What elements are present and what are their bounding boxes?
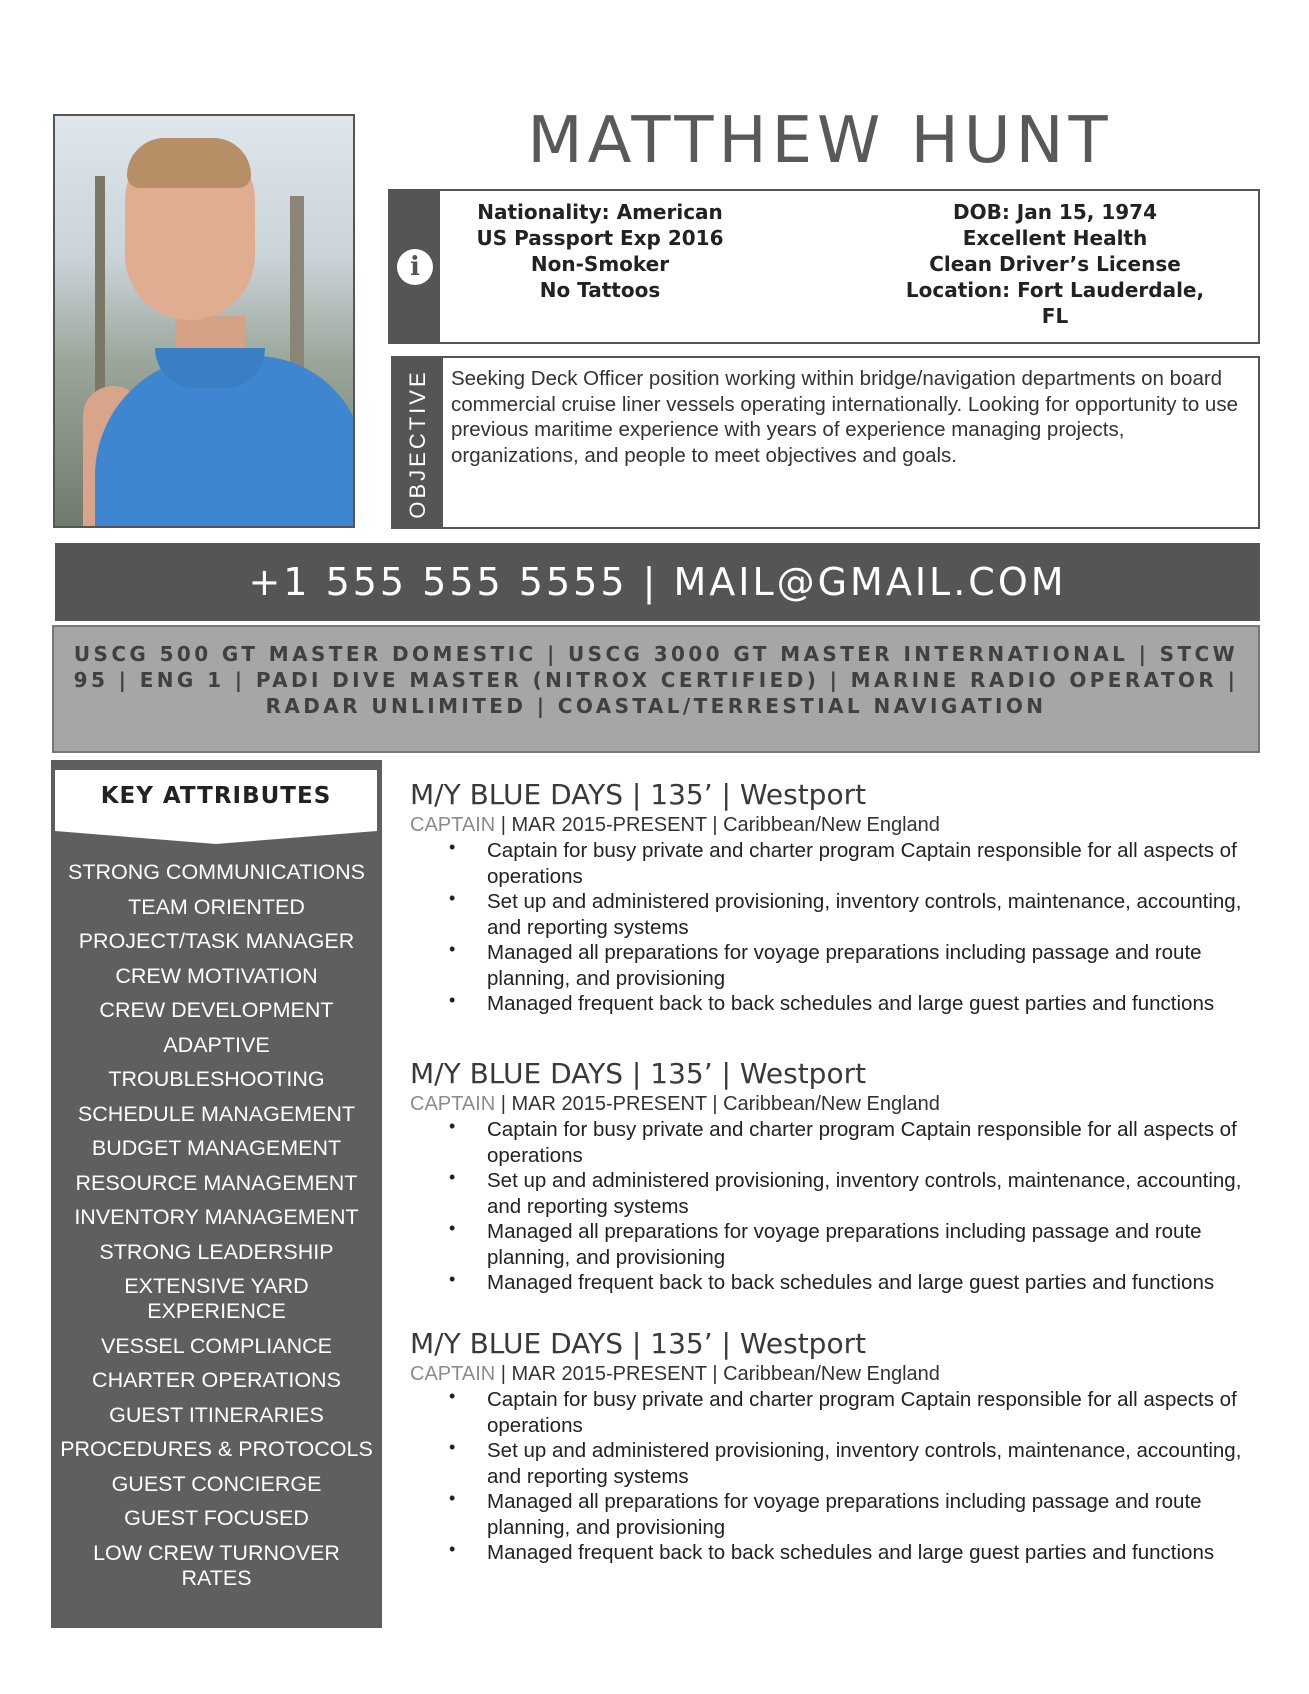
experience-bullet: • Managed frequent back to back schedules and large guest parties and functions bbox=[410, 991, 1252, 1017]
info-location: Location: Fort Lauderdale, FL bbox=[905, 278, 1205, 328]
key-attributes-sidebar bbox=[51, 760, 382, 1628]
experience-entry bbox=[410, 1327, 1270, 1566]
experience-role: CAPTAIN bbox=[410, 814, 496, 836]
attribute-item: TROUBLESHOOTING bbox=[108, 1067, 325, 1091]
info-sidebar bbox=[390, 191, 440, 342]
info-smoker: Non-Smoker bbox=[530, 252, 670, 276]
attribute-item: BUDGET MANAGEMENT bbox=[91, 1136, 342, 1160]
info-column-right bbox=[890, 199, 1220, 329]
key-attributes-title: KEY ATTRIBUTES bbox=[55, 770, 377, 828]
attribute-item: GUEST CONCIERGE bbox=[111, 1471, 322, 1496]
objective-box bbox=[391, 356, 1260, 529]
experience-details: | MAR 2015-PRESENT | Caribbean/New England bbox=[495, 814, 940, 836]
attribute-item: GUEST ITINERARIES bbox=[109, 1402, 324, 1427]
experience-bullet: • Set up and administered provisioning, inventory controls, maintenance, accounting, and reporting systems bbox=[410, 889, 1252, 940]
info-license: Clean Driver’s License bbox=[929, 252, 1181, 276]
experience-title: M/Y BLUE DAYS | 135’ | Westport bbox=[410, 1327, 867, 1360]
chevron-down-icon bbox=[55, 827, 377, 845]
attribute-item: LOW CREW TURNOVER RATES bbox=[93, 1540, 340, 1590]
experience-bullet: • Managed all preparations for voyage preparations including passage and route planning, and provisioning bbox=[410, 940, 1252, 991]
experience-role: CAPTAIN bbox=[410, 1363, 496, 1385]
info-dob: DOB: Jan 15, 1974 bbox=[952, 200, 1157, 224]
attribute-item: TEAM ORIENTED bbox=[128, 894, 305, 919]
attribute-item: EXTENSIVE YARD EXPERIENCE bbox=[124, 1274, 309, 1323]
experience-bullets bbox=[410, 1117, 1270, 1296]
experience-bullet: • Set up and administered provisioning, inventory controls, maintenance, accounting, and reporting systems bbox=[410, 1168, 1252, 1219]
info-health: Excellent Health bbox=[962, 226, 1148, 250]
certifications-box: USCG 500 GT MASTER DOMESTIC | USCG 3000 GT MASTER INTERNATIONAL | STCW 95 | ENG 1 | PADI DIVE MASTER (NITROX CERTIFIED) | MARINE RADIO OPERATOR | RADAR UNLIMITED | COASTAL/TERRESTIAL NAVIGATION bbox=[52, 625, 1260, 753]
experience-subtitle bbox=[410, 812, 1270, 838]
attribute-item: CHARTER OPERATIONS bbox=[92, 1368, 341, 1392]
experience-details: | MAR 2015-PRESENT | Caribbean/New England bbox=[495, 1093, 940, 1115]
experience-subtitle bbox=[410, 1361, 1270, 1387]
experience-entry bbox=[410, 778, 1270, 1017]
attribute-item: GUEST FOCUSED bbox=[124, 1506, 309, 1530]
experience-bullet: • Managed all preparations for voyage preparations including passage and route planning, and provisioning bbox=[410, 1219, 1252, 1270]
experience-bullets bbox=[410, 1387, 1270, 1566]
experience-bullet: • Managed frequent back to back schedules and large guest parties and functions bbox=[410, 1540, 1252, 1566]
experience-bullet: • Set up and administered provisioning, inventory controls, maintenance, accounting, and reporting systems bbox=[410, 1438, 1252, 1489]
experience-subtitle bbox=[410, 1091, 1270, 1117]
attribute-item: STRONG LEADERSHIP bbox=[99, 1239, 334, 1264]
objective-text: Seeking Deck Officer position working within bridge/navigation departments on board commercial cruise liner vessels operating internationally. Looking for opportunity to use previous maritime experience with years of experience managing projects, organizations, and people to meet objectives and goals. bbox=[451, 367, 1238, 467]
key-attributes-list bbox=[51, 860, 382, 1600]
attribute-item: STRONG COMMUNICATIONS bbox=[67, 860, 365, 884]
experience-title: M/Y BLUE DAYS | 135’ | Westport bbox=[410, 778, 867, 811]
experience-bullet: • Managed all preparations for voyage preparations including passage and route planning, and provisioning bbox=[410, 1489, 1252, 1540]
attribute-item: ADAPTIVE bbox=[163, 1032, 270, 1057]
info-tattoos: No Tattoos bbox=[539, 278, 661, 302]
info-passport: US Passport Exp 2016 bbox=[476, 226, 724, 250]
experience-details: | MAR 2015-PRESENT | Caribbean/New England bbox=[495, 1363, 940, 1385]
info-column-left bbox=[450, 199, 750, 303]
experience-bullets bbox=[410, 838, 1270, 1017]
attribute-item: INVENTORY MANAGEMENT bbox=[74, 1205, 359, 1229]
experience-bullet: • Captain for busy private and charter program Captain responsible for all aspects of operations bbox=[410, 1117, 1252, 1168]
candidate-name: MATTHEW HUNT bbox=[527, 104, 1113, 178]
experience-entry bbox=[410, 1057, 1270, 1296]
objective-sidebar bbox=[393, 358, 443, 527]
experience-bullet: • Managed frequent back to back schedules and large guest parties and functions bbox=[410, 1270, 1252, 1296]
attribute-item: VESSEL COMPLIANCE bbox=[101, 1333, 332, 1358]
profile-photo bbox=[53, 114, 355, 528]
info-icon: i bbox=[397, 249, 433, 285]
attribute-item: SCHEDULE MANAGEMENT bbox=[77, 1101, 356, 1126]
experience-role: CAPTAIN bbox=[410, 1093, 496, 1115]
attribute-item: CREW DEVELOPMENT bbox=[99, 998, 334, 1022]
objective-label: OBJECTIVE bbox=[405, 369, 430, 519]
attribute-item: CREW MOTIVATION bbox=[115, 963, 318, 988]
personal-info-box bbox=[388, 189, 1260, 344]
experience-title: M/Y BLUE DAYS | 135’ | Westport bbox=[410, 1057, 867, 1090]
attribute-item: PROCEDURES & PROTOCOLS bbox=[60, 1437, 373, 1461]
experience-bullet: • Captain for busy private and charter program Captain responsible for all aspects of operations bbox=[410, 1387, 1252, 1438]
attribute-item: PROJECT/TASK MANAGER bbox=[78, 929, 355, 953]
attribute-item: RESOURCE MANAGEMENT bbox=[75, 1170, 358, 1195]
info-nationality: Nationality: American bbox=[477, 200, 723, 224]
contact-bar: +1 555 555 5555 | MAIL@GMAIL.COM bbox=[55, 543, 1260, 621]
experience-bullet: • Captain for busy private and charter program Captain responsible for all aspects of operations bbox=[410, 838, 1252, 889]
